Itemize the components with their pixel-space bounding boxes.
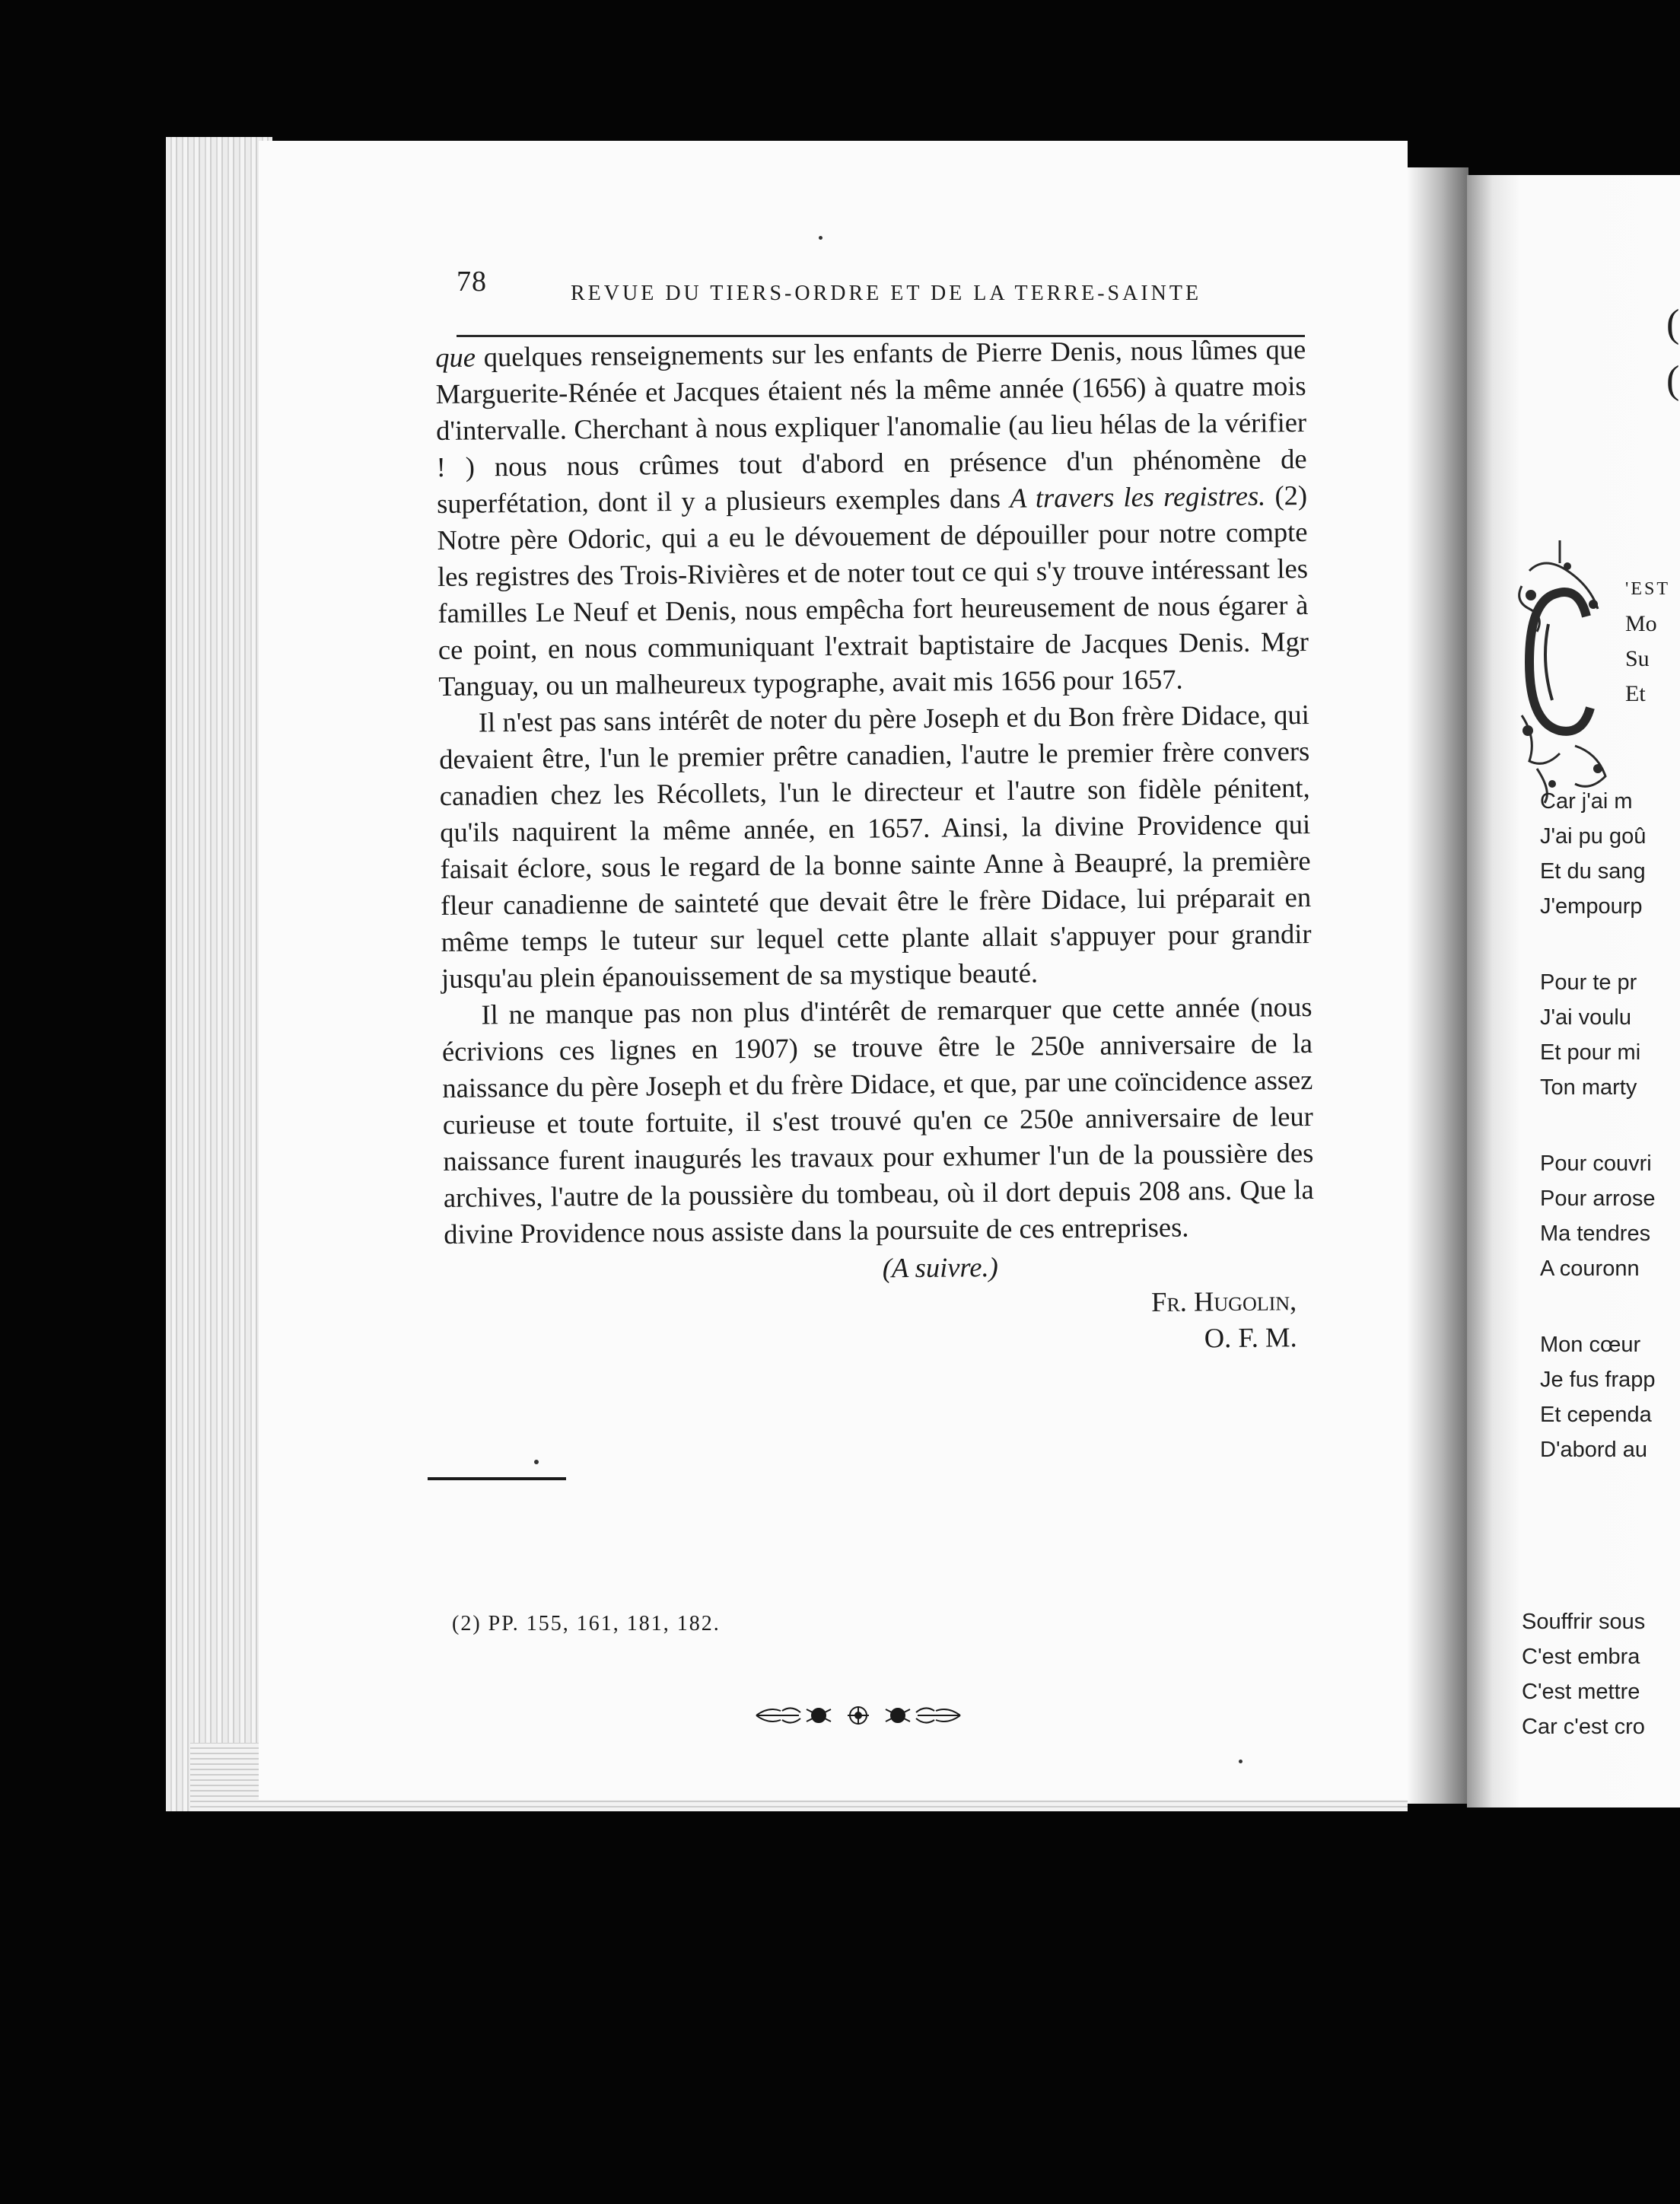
paragraph	[435, 331, 1309, 705]
verse-line: Mon cœur	[1540, 1333, 1641, 1357]
verse-line: Pour te pr	[1540, 970, 1637, 995]
book-title: A travers les registres.	[1009, 479, 1266, 514]
verse-head-line: Mo	[1625, 611, 1657, 636]
verse-line: J'ai voulu	[1540, 1005, 1631, 1030]
verse-stanza	[1540, 1327, 1680, 1467]
verse-stanzas	[1540, 784, 1680, 1508]
verse-line: Ton marty	[1540, 1075, 1637, 1100]
right-page-bracket: (	[1666, 302, 1680, 346]
to-be-continued: (A suivre.)	[882, 1250, 998, 1284]
article-body	[435, 331, 1316, 1364]
paper-speck	[534, 1460, 539, 1464]
paper-speck	[1239, 1760, 1242, 1763]
verse-line: Car j'ai m	[1540, 789, 1633, 814]
verse-line: A couronn	[1540, 1256, 1640, 1281]
running-title: REVUE DU TIERS-ORDRE ET DE LA TERRE-SAINTE	[571, 282, 1202, 305]
verse-line: Pour couvri	[1540, 1151, 1652, 1176]
paragraph-text: (2) Notre père Odoric, qui a eu le dévouement de dépouiller pour notre compte les registres des Trois-Rivières et de noter tout ce qui s'y trouve intéressant les familles Le Neuf et Denis, nous empêcha fort heureusement de nous égarer à ce point, en nous communiquant l'extrait baptistaire de Jacques Denis. Mgr Tanguay, ou un malheureux typographe, avait mis 1656 pour 1657.	[437, 479, 1309, 702]
paragraph-lead-word: que	[435, 341, 476, 373]
verse-line: Et pour mi	[1540, 1040, 1641, 1065]
paragraph-text: quelques renseignements sur les enfants de Pierre Denis, nous lûmes que Marguerite-Rénée et Jacques étaient nés la même année (1656) à quatre mois d'intervalle. Cherchant à nous expliquer l'anomalie (au lieu hélas de la vérifier ! ) nous nous crûmes tout d'abord en présence d'un phénomène de superfétation, dont il y a plusieurs exemples dans	[435, 333, 1307, 519]
verse-stanza	[1540, 784, 1680, 924]
ornate-drop-cap-c	[1514, 540, 1613, 807]
verse-stanza	[1540, 1146, 1680, 1286]
paragraph: Il n'est pas sans intérêt de noter du père Joseph et du Bon frère Didace, qui devaient être, l'un le premier prêtre canadien, l'autre le premier frère convers canadien chez les Récollets, l'un le directeur et l'autre son fidèle pénitent, qu'ils naquirent la même année, en 1657. Ainsi, la divine Providence qui faisait éclore, sous le regard de la bonne sainte Anne à Beaupré, la première fleur canadienne de sainteté que devait être le frère Didace, lui préparait en même temps le tuteur sur lequel cette plante allait s'appuyer pour grandir jusqu'au plein épanouissement de sa mystique beauté.	[439, 698, 1312, 994]
verse-line: Et cependa	[1540, 1403, 1652, 1427]
verse-line: C'est embra	[1522, 1645, 1640, 1669]
verse-line: Et du sang	[1540, 859, 1646, 884]
verse-line: Pour arrose	[1540, 1186, 1656, 1211]
verse-line: Souffrir sous	[1522, 1610, 1646, 1634]
signature-order: O. F. M.	[1204, 1321, 1297, 1354]
footnote: (2) PP. 155, 161, 181, 182.	[452, 1612, 721, 1635]
page-number: 78	[457, 266, 487, 298]
verse-line: Je fus frapp	[1540, 1368, 1656, 1392]
footnote-rule	[428, 1477, 566, 1480]
book-page-edges	[166, 137, 272, 1811]
paragraph: Il ne manque pas non plus d'intérêt de remarquer que cette année (nous écrivions ces lignes en 1907) se trouve être le 250e anniversaire de la naissance du père Joseph et du frère Didace, et que, par une coïncidence assez curieuse et toute fortuite, il s'est trouvé qu'en ce 250e anniversaire de leur naissance furent inaugurés les travaux pour exhumer l'un de la poussière des archives, l'autre de la poussière du tombeau, où il dort depuis 208 ans. Que la divine Providence nous assiste dans la poursuite de ces entreprises.	[441, 990, 1314, 1250]
verse-line: C'est mettre	[1522, 1680, 1640, 1704]
verse-final-stanza	[1522, 1604, 1680, 1744]
verse-line: J'ai pu goû	[1540, 824, 1647, 849]
verse-line: J'empourp	[1540, 894, 1643, 919]
verse-line: D'abord au	[1540, 1438, 1647, 1462]
verse-stanza	[1540, 965, 1680, 1105]
paper-speck	[819, 236, 822, 240]
verse-line: Car c'est cro	[1522, 1715, 1645, 1739]
verse-head-line: Su	[1625, 646, 1650, 671]
right-page-bracket: (	[1666, 358, 1680, 402]
book-gutter	[1408, 167, 1468, 1804]
verse-head-line: 'EST	[1625, 579, 1670, 599]
verse-head-line: Et	[1625, 681, 1646, 706]
ornament-vignette	[753, 1702, 963, 1729]
signature-name: Fr. Hugolin,	[1150, 1285, 1297, 1318]
verse-line: Ma tendres	[1540, 1221, 1651, 1246]
